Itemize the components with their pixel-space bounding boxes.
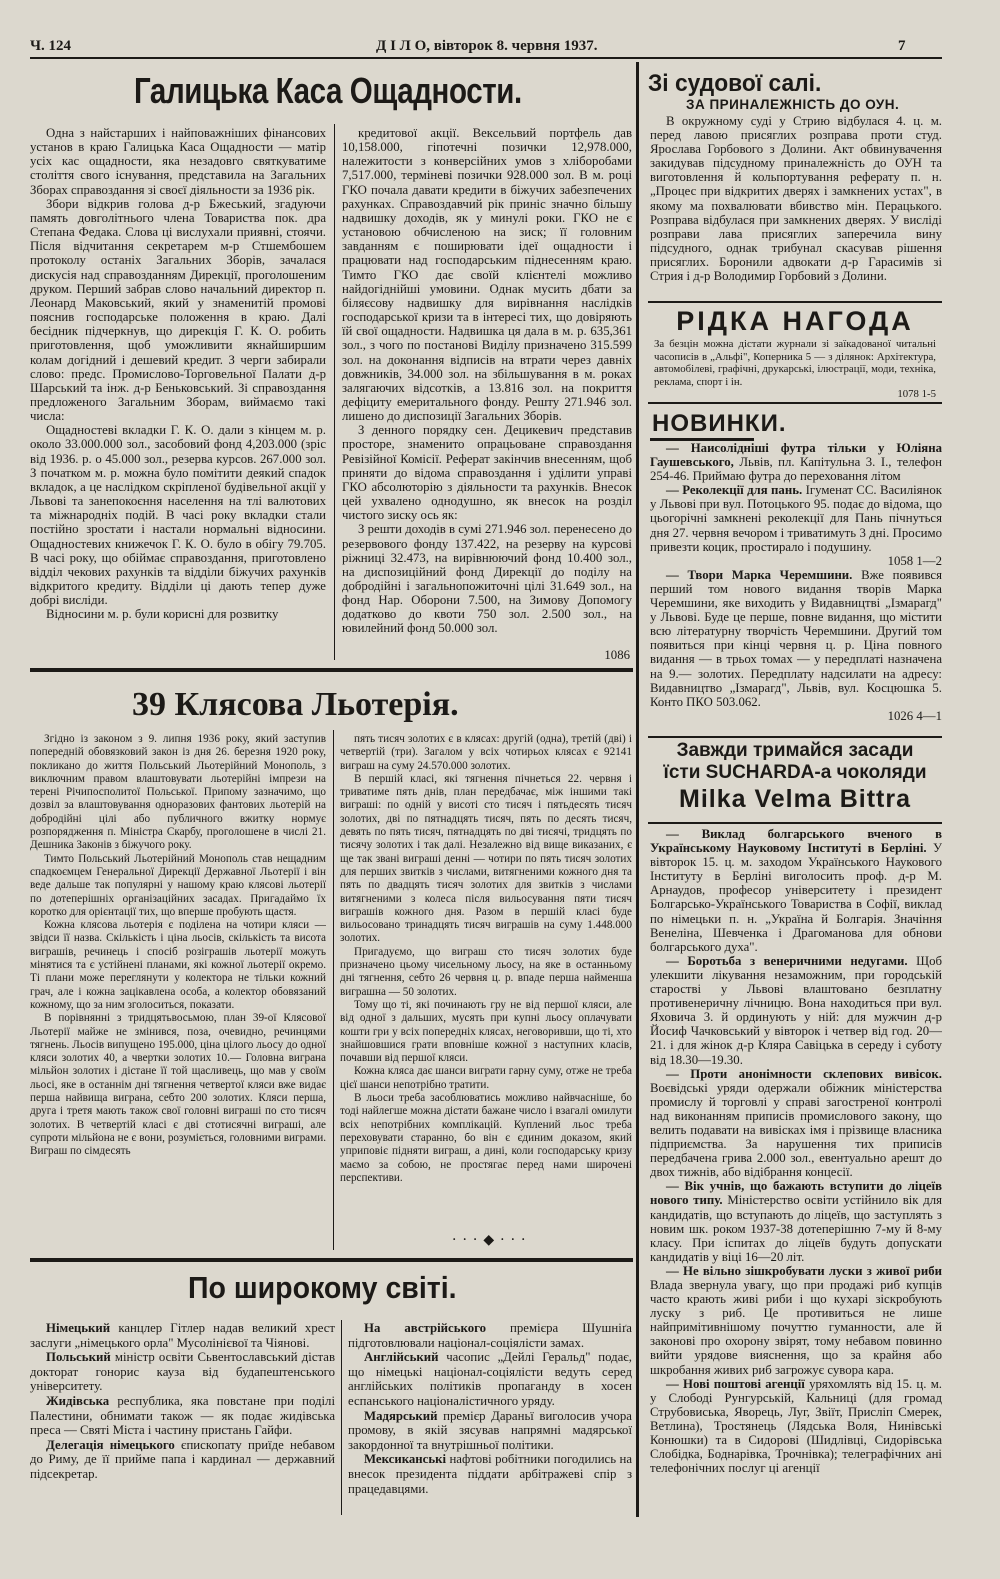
news-item: — Проти анонімности склепових вивісок. Воєвідські уряди одержали обіжник міністерства промислу й торговлі у справі загостреної контролі над виконанням приписів промислового закону, що велить подавати на вивісках імя і прізвище власника підприємства. За нарушення тих приписів передбачена грива 2.000 зол., евентуально арешт до двох тижнів, або відібрання концесії. xyxy=(650,1066,942,1180)
column-divider xyxy=(636,62,639,1517)
kasa-paragraph: Ощадностеві вкладки Г. К. О. дали з кінцем м. р. около 33.000.000 зол., засобовий фонд 4,203.000 (зріс від 1936. р. о 45.000 зол., резерва курсов. 267.000 зол. З початком м. р. можна було помітити деякий спадок вкладок, а це наслідком скріпленої будівельної акції у Львові та занепокоєння населення на тлі валютових та міжнародніх подій. В часі року вкладки стали постійно зростати і настали нормальні відносини. Ощадностевих книжечок Г. К. О. було в обігу 79.705. В часі року, що обіймає справоздання, приготовлено відділ чекових рахунків та відділи біжучих рахунків відкритого кредиту. Відділи ці дають тепер дуже добрі висліди. xyxy=(30,423,326,608)
kasa-paragraph: кредитової акції. Вексельвий портфель дав 10,158.000, гіпотечні позички 12,978.000, належитости з конверсійних умов з хліборобами 7,517.000, терміневі позички 928.000 зол. В м. році ГКО почала давати кредити в біжучих забезпечених рахунках. Справоздавчий рік приніс значно більшу надвишку доходів, як у минулі роки. ГКО не є установою обчисленою на зиск; її головним завданням є поширювати ідеї ощадности і працювати над господарським піднесенням краю. Тимто ГКО дає своїй клієнтелі можливо найдогіднійші умовини. Однак мусить дбати за біляєсову надвишку для вирівнання наслідків господарської кризи та в інтересі тих, що довіряють їй свої ощадности. Надвишка ця дала в м. р. 635,361 зол., з чого по постанові Виділу призначено 315.599 зол. на доконання відписів на втрати через давніх довжників, 34.000 зол. на збільшування в м. роках залягаючих відсотків, а 13.816 зол. на покриття дефіциту емеритального фонду. Решту 271.946 зол. лишено до диспозиції Загальних Зборів. xyxy=(342,126,632,424)
news-column-bottom xyxy=(650,827,942,1517)
news-item: — Не вільно зішкробувати луски з живої риби Влада звернула увагу, що при продажі риб купців часто крають живі риби і що кухарі зіскробують луску з риб. Це противиться не лише найпримітивнішому почуттю гуманности, але й законові про охорону звірят, тому небавом повинно вийти урядове вияснення, що за крайня або шкробання живих риб загрожує сувора кара. xyxy=(650,1263,942,1377)
news-item: — Вік учнів, що бажають вступити до ліцеїв нового типу. Міністерство освіти устійнило вік для кандидатів, що вступають до ліцеїв, що заступлять з новим шк. роком 1937-38 дотеперішню 7-му й 8-му класу. При іспитах до ліцеїв будуть допускати кандидатів у віці 16—20 літ. xyxy=(650,1179,942,1264)
news-item: — Боротьба з венеричними недугами. Щоб улекшити лікування незаможним, при городській старостві у Львові влаштовано безплатну противенеричну лічницю. Вона находиться при вул. Яховича 3. й ординують у ній: для мужчин д-р Йосиф Чачковський у вівторок і четвер від год. 20—21. і для жінок д-р Кляра Савіцька в середу і суботу від 18.30—19.30. xyxy=(650,953,942,1067)
world-item: Делегація німецького єпископату приїде небавом до Риму, де її прийме папа і кардинал — державний підсекретар. xyxy=(30,1437,335,1481)
lottery-inner-divider xyxy=(333,730,334,1250)
ad-ridka-title: РІДКА НАГОДА xyxy=(676,306,914,336)
lottery-paragraph: Кожна клясова льотерія є поділена на чотири кляси — звідси її назва. Скількість і ціна льосів, скількість та висота виграшів, речинець і спосіб розіграшів льотерії можуть мінятися та є устійнені планами, які кожної льотерії окремо. Ті плани може переглянути у колектора не тільки кожний грач, але і кожна зацікавлена особа, а колектор обовязаний кожному, що за ним зголоситься, показати. xyxy=(30,919,326,1011)
news-column-top xyxy=(650,441,942,735)
issue-number: Ч. 124 xyxy=(30,38,72,54)
news-item: — Нові поштові агенції уряхомлять від 15. ц. м. у Слободі Рунгурській, Кальниці (для громад Струбовиська, Яворець, Луг, Звіїт, Присліп Смерек, Ветлина), Тростянець (Лядська Воля, Нинівські Конюшки) та в Сидорові (Шидлівці, Сидорівська Слобідка, Боднарівка, Трочнівка); телеграфічних ані телефонічних послуг ці агенції xyxy=(650,1376,942,1476)
section-rule xyxy=(30,668,633,672)
kasa-ref: 1086 xyxy=(604,648,630,662)
lottery-paragraph: Тому що ті, які починають гру не від першої кляси, але від одної з дальших, мусять при купні льосу оплачувати кошти гри у всіх попередніх клясах, неговоривши, що ті, хто знайшовшися грати вповніше кожної з наступних класів, почавши від першої кляси. xyxy=(340,998,632,1065)
world-item: Мексиканські нафтові робітники погодились на внесок президента піддати арбітражеві спір з працедавцями. xyxy=(348,1452,632,1496)
world-item: Англійський часопис „Дейлі Геральд" подає, що німецькі націонал-соціялісти ведуть серед англійських політиків пропаганду в хосен еспанського націоналістичного уряду. xyxy=(348,1350,632,1408)
lottery-title: 39 Клясова Льотерія. xyxy=(132,686,459,723)
kasa-title: Галицька Каса Ощадности. xyxy=(134,70,522,111)
ad-ridka-nahoda xyxy=(648,306,942,401)
paper-date: Д І Л О, вівторок 8. червня 1937. xyxy=(376,38,598,54)
ad-choc-line3: Milka Velma Bittra xyxy=(679,785,911,813)
rule xyxy=(648,822,942,824)
section-rule xyxy=(30,1258,633,1262)
lottery-column-2 xyxy=(340,733,632,1229)
kasa-paragraph: Відносини м. р. були корисні для розвитку xyxy=(46,607,279,622)
kasa-column-1 xyxy=(30,126,326,666)
world-item: Польський міністр освіти Сьвентославський дістав докторат гонорис кауза від будапештенського університету. xyxy=(30,1350,335,1394)
world-item: Німецький канцлер Гітлер надав великий хрест заслуги „німецького орла" Мусолінієвої та Чіянові. xyxy=(30,1321,335,1350)
kasa-paragraph: З денного порядку сен. Децикевич представив просторе, знаменито опрацьоване справоздання Ревізійної Комісії. Реферат закінчив внесенням, щоб приняти до відома справоздання і уділити управі ГКО абсолюторію з діяльности та рахунків. Внесок цей ухвалено однодушно, як внесок на розділ чистого зиску ось як: xyxy=(342,423,632,523)
news-item: — Виклад болгарського вченого в Українському Науковому Інституті в Берліні. У вівторок 15. ц. м. заходом Українського Наукового Інституту в Берліні виголосить проф. д-р М. Арнаудов, професор університету і президент Болгарсько-Українського Товариства в Софії, виклад по німецьки п. н. „Україна й Болгарія. Значіння Венеліна, Шевченка і Драгоманова для обнови болгарського духа". xyxy=(650,827,942,954)
ad-chocolate xyxy=(648,740,942,820)
kasa-paragraph: Одна з найстарших і найповажніших фінансових установ в краю Галицька Каса Ощадности — матір усіх кас ощадности, яка незадовго святкуватиме століття свого існування, представила на Загальних Зборах справоздання зі своєї діяльности за 1936 рік. xyxy=(30,126,326,197)
rule xyxy=(648,736,942,738)
ad-choc-line2: їсти SUCHARDA-а чоколяди xyxy=(663,762,927,783)
kasa-inner-divider xyxy=(334,124,335,660)
lottery-column-1 xyxy=(30,733,326,1255)
lottery-paragraph: В льоси треба засоблюватись можливо найвчасніше, бо тоді найлегше можна дістати бажане число і взагалі омилути всіх непотрібних комплікацій. Куплений льос треба переховувати старанно, бо він є єдиним доказом, який уприповіє підняти виграш, а дині, коли господарську кризу маємо за собою, не простягає перед нами широчені перспективи. xyxy=(340,1092,632,1184)
lottery-paragraph: Тимто Польський Льотерійний Монополь став нещадним спадкоємцем Генеральної Дирекції Державної Льотерії і він веде дальше так популярні у нашому краю клясові льотерії по дотеперішніх організаційних засадах. Пригадаймо їх коротко для орієнтації тих, що вперше пробують щастя. xyxy=(30,852,326,918)
world-title: По широкому світі. xyxy=(188,1270,457,1305)
news-ref: 1058 1—2 xyxy=(887,553,942,568)
rule xyxy=(648,402,942,404)
court-subtitle: ЗА ПРИНАЛЕЖНІСТЬ ДО ОУН. xyxy=(686,97,900,112)
news-item: — Реколекції для пань. Ігуменат СС. Василіянок у Львові при вул. Потоцького 95. подає до відома, що цьогорічні замкнені реколекції для Пань пічнуться дня 27. червня вечором і триватимуть 3 дні. Просимо привезти коцик, простирало і подушину. xyxy=(650,483,942,554)
kasa-paragraph: Збори відкрив голова д-р Бжеський, згадуючи память довголітнього члена Товариства пок. дра Степана Федака. Слова ці вислухали приявні, стоячи. Після відчитання секретарем м-р Стшембошем протоколу останіх Загальних Зборів, зачалася дискусія над справозданням Дирекції, проголошеним друком. Перший забрав слово начальний директор п. Леонард Маковський, який у знаменитій промові пояснив господарське положення в краю. Далі бесідник підчеркнув, що дирекція Г. К. О. робить приготовлення, щоб уможливити якнайширшим колам догідний і дешевий кредит. З черги забирали слово: предс. Промислово-Торговельної Палати д-р Шарський та інж. д-р Беньковський. Зі справоздання предложеного Загальним Зборам, виймаємо такі числа: xyxy=(30,196,326,424)
world-column-1 xyxy=(30,1321,335,1571)
lottery-paragraph: Кожна кляса дає шанси виграти гарну суму, отже не треба цієї шанси непотрібно тратити. xyxy=(340,1065,632,1091)
lottery-paragraph: В першій класі, які тягнення пічнеться 22. червня і триватиме пять днів, план передбачає, між іншими такі виграші: по одній у висоті сто тисяч і пятьдесять тисяч золотих, дві по пятнадцять тисяч, пять по десять тисяч, девять по пять тисяч, пятнадцять по дві тисячі, тридцять по тисячу золотих і так далі. Незалежно від вище виказаних, є ще так звані виграші денні — чотири по пять тисяч золотих для перших звитків з числами, витягненими кожного дня та пять по двадцять тисяч золотих для звитків з числами витягненими з колеса після вильосування пяти тисяч виграшів кожного дня. Разом в першій класі буде вильосовано тринадцять тисяч виграшів на суму 1.448.000 золотих. xyxy=(340,772,632,945)
lottery-paragraph: В порівнянні з тридцятьвосьмою, план 39-ої Клясової Льотерії майже не змінився, поза, очевидно, речинцями тягнень. Льосів випущено 195.000, ціна цілого льосу до одної кляси золотих 40, а чвертки золотих 10.— Головна виграна мільйон золотих і дістане її той щасливець, що мав у своїм льосі, яке в останнім дні тягнення четвертої кляси вже видає перша найвища виграна, себто 200 золотих. Кляси перша, друга і третя мають також свої головні виграші по сто тисяч золотих. В четвертій класі є дві стотисячні виграші, але супроти мільйона не є вони, розуміється, головними виграми. Виграш по сімдесять xyxy=(30,1012,326,1158)
rule xyxy=(648,301,942,303)
world-inner-divider xyxy=(341,1320,342,1515)
lottery-paragraph: Пригадуємо, що виграш сто тисяч золотих буде призначено цьому чисельному льосу, на яке в останньому дні тягнення, себто 26 червня ц. р. впаде перша найменша виграшна — 50 золотих. xyxy=(340,945,632,998)
lottery-paragraph: пять тисяч золотих є в кляcах: другій (одна), третій (дві) і четвертій (три). Загалом у всіх чотирьох клясах є 92141 виграш на суму 24.570.000 золотих. xyxy=(340,733,632,772)
world-item: Жидівська республика, яка повстане при поділі Палестини, обнимати також — як подає жидівська преса — Святі Міста і частину пристань Гайфи. xyxy=(30,1393,335,1438)
world-column-2 xyxy=(348,1321,632,1571)
header-rule xyxy=(30,57,942,59)
world-item: На австрійського премієра Шушніґа підготовлювали націонал-соціялісти замах. xyxy=(348,1321,632,1350)
ad-ridka-ref: 1078 1-5 xyxy=(897,388,936,401)
ad-choc-line1: Завжди тримайся засади xyxy=(676,740,914,761)
lottery-end-ornament: ···◆··· xyxy=(452,1232,532,1248)
court-title: Зі судової салі. xyxy=(648,70,822,97)
kasa-column-2 xyxy=(342,126,632,648)
kasa-paragraph: З решти доходів в сумі 271.946 зол. перенесено до резервового фонду 137.422, на резерву на курсові ріжниці 32.473, на вирівнюючий фонд 10.400 зол., на диспозиційний фонд Дирекції до поділу на добродійні і загальнопожиточні цілі 31.649 зол., на фонд Нар. Оборони 7.500, на Зимову Допомогу додатково до квоти 750 зол. 2.500 зол., на ювилейний фонд 50.000 зол. xyxy=(342,522,632,636)
news-item: — Твори Марка Черемшини. Вже появився перший том нового видання творів Марка Черемшини, яке виходить у Видавництві „Ізмарагд" у Львові. Буде це перше, повне видання, що містити всю літературну творчість Черемшини. Другий том появиться при кінці червня ц. р. Ціна повного видання — в трьох томах — у передплаті назначена на 9.— золотих. Передплату надсилати на адресу: Видавництво „Ізмарагд", Львів, вул. Косцюшка 5. Конто ПКО 503.062. xyxy=(650,567,942,709)
news-item: — Наисолідніші футра тільки у Юліяна Гаушевського, Львів, пл. Капітульна 3. І., телефон 254-46. Приймаю футра до переховання літом xyxy=(650,441,942,484)
ad-ridka-text: За безцін можна дістати журнали зі заїкадованої читальні часописів в „Альфі", Коперника 5 — з ділянок: Архітектура, автомобілеві, графічні, друкарські, ілюстрації, моди, техніка, реклама, спорт і ін. xyxy=(654,338,936,388)
page-number: 7 xyxy=(898,38,906,54)
news-title: НОВИНКИ. xyxy=(652,410,787,437)
lottery-paragraph: Згідно із законом з 9. липня 1936 року, який заступив попередній обовязковий закон із дня 26. березня 1920 року, покликано до життя Польський Льотерійний Монополь, з виключним правом влаштовувати льотерійні імпрези на терені Річипосполитої Польської. Припому зазначимо, що дозвіл за влаштовування одноразових фантових льотерій на добродійні цілі або публичного вжитку нормує розпорядження п. Міністра Скарбу, проголошене в числі 21. Дешника Законів з біжучого року. xyxy=(30,733,326,852)
world-item: Мадярський премієр Дараньї виголосив учора промову, в якій зясував напрямні мадярської закордонної та внутрішньої політики. xyxy=(348,1408,632,1452)
news-ref: 1026 4—1 xyxy=(887,708,942,723)
court-text: В окружному суді у Стрию відбулася 4. ц. м. перед лавою присяглих розправа проти студ. Ярослава Горбового з Долини. Акт обвинувачення закидував підсудному приналежність до ОУН та виготовлення й кольпортування реферату п. н. „Процес при відкритих дверях і замкнених устах", в якому ма похвалювати вбивство мін. Перацького. Розправа відбулася при замкнених дверях. У висліді розправи лава присяглих заперечила вину підсудного, однак трибунал скасував рішення присяглих. Боронили адвокати д-р Гарасимів зі Стрия і д-р Володимир Горбовий з Долини. xyxy=(650,114,942,284)
